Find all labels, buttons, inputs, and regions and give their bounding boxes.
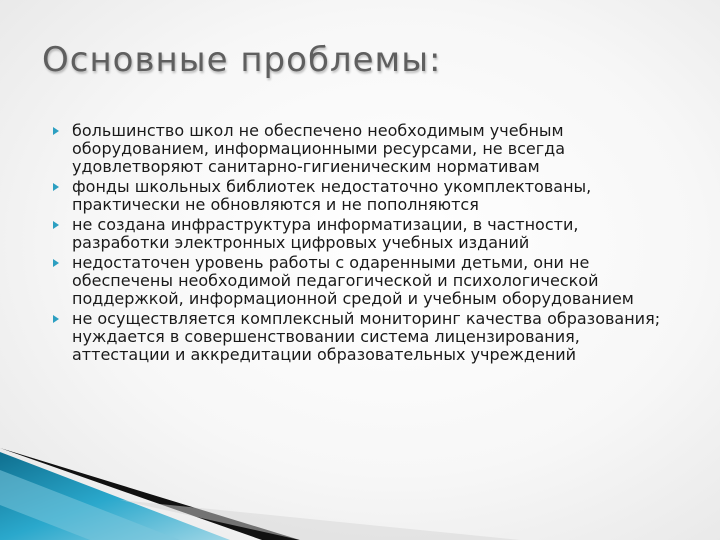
- triangle-bullet-icon: [53, 127, 59, 135]
- bullet-item: [50, 254, 680, 308]
- bullet-text: недостаточен уровень работы с одаренными детьми, они не обеспечены необходимой педагогической и психологической поддержкой, информационной средой и учебным оборудованием: [72, 253, 634, 308]
- teal-wedge-shape: [0, 452, 230, 540]
- dark-swoosh-shape: [0, 448, 300, 540]
- gray-wash-shape: [120, 500, 520, 540]
- triangle-bullet-icon: [53, 183, 59, 191]
- bullet-item: [50, 178, 680, 214]
- triangle-bullet-icon: [53, 315, 59, 323]
- bullet-item: [50, 216, 680, 252]
- bullet-text: большинство школ не обеспечено необходимым учебным оборудованием, информационными ресурсами, не всегда удовлетворяют санитарно-гигиеническим нормативам: [72, 121, 566, 176]
- bullet-item: [50, 122, 680, 176]
- bullet-text: фонды школьных библиотек недостаточно укомплектованы, практически не обновляются и не пополняются: [72, 177, 592, 214]
- triangle-bullet-icon: [53, 259, 59, 267]
- bullet-text: не осуществляется комплексный мониторинг качества образования; нуждается в совершенствовании система лицензирования, аттестации и аккредитации образовательных учреждений: [72, 309, 661, 364]
- bullet-list: [50, 122, 680, 366]
- light-streak-shape: [0, 470, 180, 540]
- bullet-text: не создана инфраструктура информатизации, в частности, разработки электронных цифровых учебных изданий: [72, 215, 579, 252]
- triangle-bullet-icon: [53, 221, 59, 229]
- bullet-item: [50, 310, 680, 364]
- slide-title: Основные проблемы:: [42, 40, 442, 80]
